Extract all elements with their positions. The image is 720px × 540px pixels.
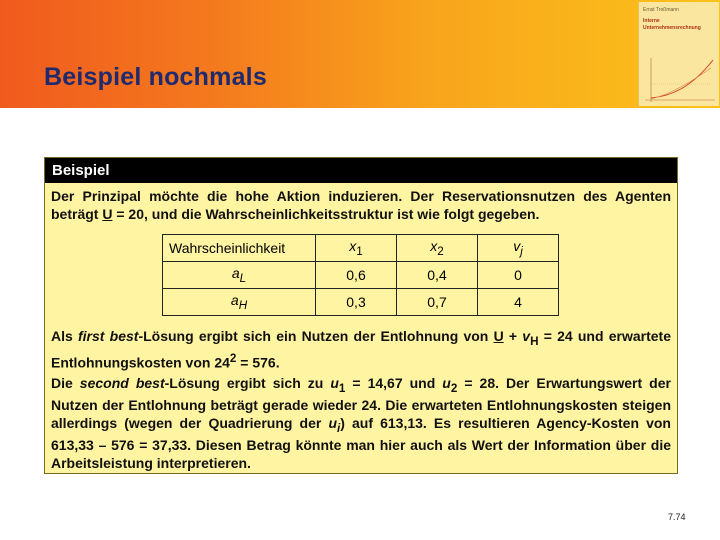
table-header-x2: $x_2$ [397,235,478,262]
table-cell: 0,7 [397,289,478,316]
example-header-label: Beispiel [52,162,110,179]
book-cover-thumbnail [638,2,719,106]
page-number: 7.74 [668,512,686,522]
table-header-label: Wahrscheinlichkeit [163,235,316,262]
table-cell: 0,6 [316,262,397,289]
table-cell: 0,4 [397,262,478,289]
book-title-line1: Interne [643,18,660,24]
table-header-x1: $x_1$ [316,235,397,262]
book-author: Ernst Troßmann [643,7,679,13]
table-header-row [163,235,559,262]
table-cell: 0,3 [316,289,397,316]
book-title-line2: Unternehmensrechnung [643,25,701,31]
table-cell: 4 [478,289,559,316]
example-box [44,157,678,474]
table-row [163,262,559,289]
example-header [45,158,677,183]
first-best-paragraph: Als first best-Lösung ergibt sich ein Nutzen der Entlohnung von $U + v_H = 24$ und erwartete Entlohnungskosten von $24^2 = 576$. [51,328,671,371]
page-title: Beispiel nochmals [44,63,267,91]
second-best-paragraph: Die second best-Lösung ergibt sich zu $u_1 = 14,67$ und $u_2 = 28$. Der Erwartungswert der Nutzen der Entlohnung beträgt gerade wieder 24. Die erwarteten Entlohnungskosten steigen allerdings (wegen der Quadrierung der $u_i$) auf 613,13. Es resultieren Agency-Kosten von 613,33 – 576 = 37,33. Diesen Betrag könnte man hier auch als Wert der Information über die Arbeitsleistung interpretieren. [51,375,671,471]
probability-table [162,234,559,316]
table-cell: 0 [478,262,559,289]
table-header-vj: $v_j$ [478,235,559,262]
book-chart-illustration [641,54,717,104]
intro-paragraph: Der Prinzipal möchte die hohe Aktion induzieren. Der Reservationsnutzen des Agenten beträgt U = 20, und die Wahrscheinlichkeitsstruktur ist wie folgt gegeben. [51,188,671,222]
table-row-label: $a_H$ [163,289,316,316]
table-row [163,289,559,316]
table-row-label: $a_L$ [163,262,316,289]
